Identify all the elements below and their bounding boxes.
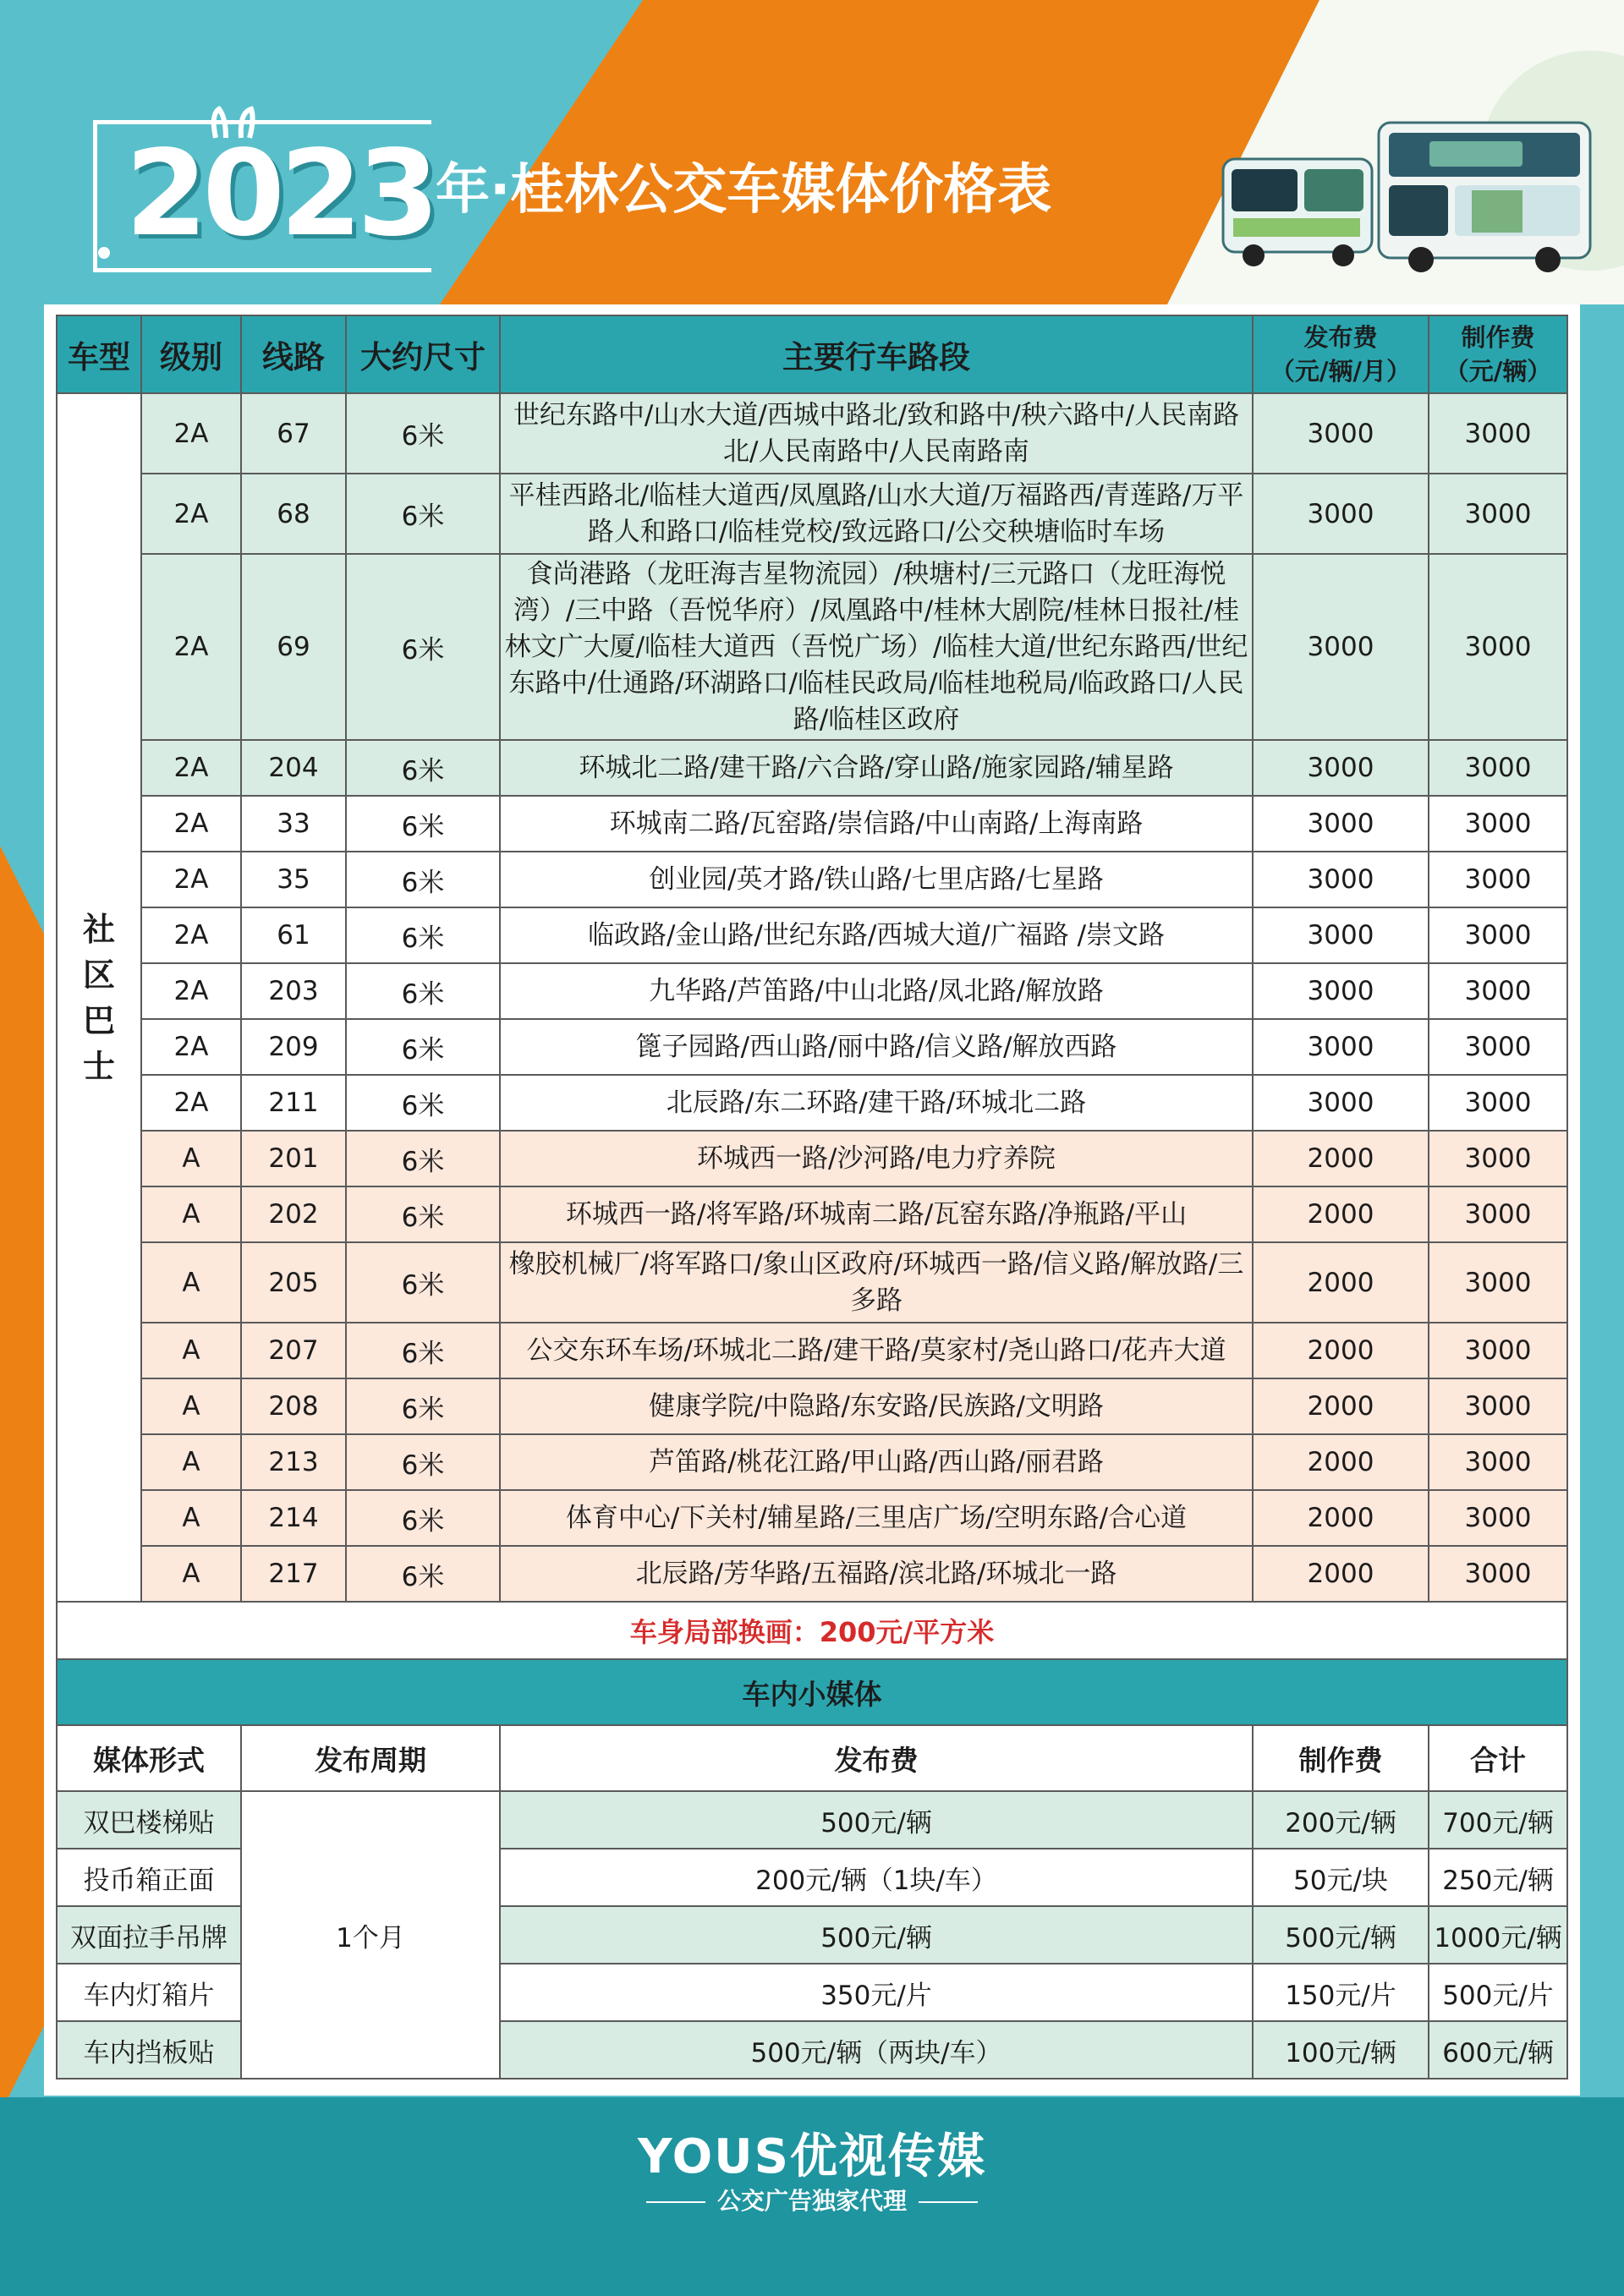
- cell-production-fee: 3000: [1429, 1323, 1567, 1378]
- media-production-fee: 50元/块: [1253, 1849, 1429, 1906]
- cell-size: 6米: [346, 1242, 500, 1323]
- header-publish-fee-unit: （元/辆/月）: [1270, 357, 1412, 386]
- media-form: 投币箱正面: [57, 1849, 241, 1906]
- media-publish-fee: 500元/辆（两块/车）: [500, 2021, 1253, 2079]
- table-row: [57, 1434, 1567, 1490]
- tagline-divider-left: [646, 2201, 705, 2203]
- media-publish-fee: 500元/辆: [500, 1906, 1253, 1964]
- cell-level: A: [141, 1131, 241, 1186]
- cell-line: 201: [241, 1131, 346, 1186]
- vehicle-type-cell: [57, 393, 141, 1602]
- cell-level: A: [141, 1378, 241, 1434]
- table-row: [57, 1490, 1567, 1546]
- table-row: [57, 1019, 1567, 1075]
- cell-line: 209: [241, 1019, 346, 1075]
- cell-line: 205: [241, 1242, 346, 1323]
- media-form: 车内灯箱片: [57, 1964, 241, 2021]
- media-production-fee: 500元/辆: [1253, 1906, 1429, 1964]
- header-route: 主要行车路段: [500, 315, 1253, 393]
- media-publish-fee: 350元/片: [500, 1964, 1253, 2021]
- media-form: 双巴楼梯贴: [57, 1791, 241, 1849]
- cell-level: 2A: [141, 907, 241, 963]
- cell-level: A: [141, 1434, 241, 1490]
- cell-publish-fee: 3000: [1253, 852, 1429, 907]
- media-total: 1000元/辆: [1429, 1906, 1567, 1964]
- cell-production-fee: 3000: [1429, 1075, 1567, 1131]
- cell-level: A: [141, 1490, 241, 1546]
- cell-production-fee: 3000: [1429, 393, 1567, 474]
- table-row: [57, 474, 1567, 554]
- cell-route: 芦笛路/桃花江路/甲山路/西山路/丽君路: [500, 1434, 1253, 1490]
- tagline-text: 公交广告独家代理: [716, 2187, 907, 2215]
- cell-production-fee: 3000: [1429, 852, 1567, 907]
- table-row: [57, 1378, 1567, 1434]
- table-row: [57, 1546, 1567, 1602]
- cell-publish-fee: 3000: [1253, 963, 1429, 1019]
- vehicle-type-char: 社: [82, 910, 115, 948]
- cell-production-fee: 3000: [1429, 474, 1567, 554]
- header-production-fee-label: 制作费: [1461, 323, 1535, 352]
- cell-publish-fee: 2000: [1253, 1434, 1429, 1490]
- cell-line: 203: [241, 963, 346, 1019]
- repaint-note: 车身局部换画：200元/平方米: [57, 1602, 1567, 1659]
- cell-size: 6米: [346, 1075, 500, 1131]
- header-size: 大约尺寸: [346, 315, 500, 393]
- cell-route: 体育中心/下关村/辅星路/三里店广场/空明东路/合心道: [500, 1490, 1253, 1546]
- cell-line: 35: [241, 852, 346, 907]
- cell-route: 平桂西路北/临桂大道西/凤凰路/山水大道/万福路西/青莲路/万平路人和路口/临桂党校/致远路口/公交秧塘临时车场: [500, 474, 1253, 554]
- cell-route: 健康学院/中隐路/东安路/民族路/文明路: [500, 1378, 1253, 1434]
- cell-line: 217: [241, 1546, 346, 1602]
- cell-size: 6米: [346, 963, 500, 1019]
- brand-logo-text: YOUS优视传媒: [638, 2129, 986, 2184]
- cell-route: 创业园/英才路/铁山路/七里店路/七星路: [500, 852, 1253, 907]
- table-row: [57, 393, 1567, 474]
- header-media-total: 合计: [1429, 1725, 1567, 1791]
- cell-route: 世纪东路中/山水大道/西城中路北/致和路中/秧六路中/人民南路北/人民南路中/人民南路南: [500, 393, 1253, 474]
- cell-size: 6米: [346, 1434, 500, 1490]
- cell-size: 6米: [346, 852, 500, 907]
- cell-production-fee: 3000: [1429, 1242, 1567, 1323]
- cell-level: 2A: [141, 393, 241, 474]
- price-table-header: [57, 315, 1567, 393]
- table-row: [57, 1242, 1567, 1323]
- vehicle-type-char: 士: [82, 1047, 115, 1085]
- cell-line: 69: [241, 554, 346, 740]
- cell-production-fee: 3000: [1429, 1378, 1567, 1434]
- header-line: 线路: [241, 315, 346, 393]
- cell-route: 北辰路/芳华路/五福路/滨北路/环城北一路: [500, 1546, 1253, 1602]
- cell-line: 61: [241, 907, 346, 963]
- bus-double-decker-icon: [1370, 114, 1599, 275]
- cell-size: 6米: [346, 1131, 500, 1186]
- cell-size: 6米: [346, 1546, 500, 1602]
- header-publish-fee-label: 发布费: [1303, 323, 1378, 352]
- cell-route: 环城西一路/沙河路/电力疗养院: [500, 1131, 1253, 1186]
- cell-production-fee: 3000: [1429, 554, 1567, 740]
- cell-publish-fee: 3000: [1253, 907, 1429, 963]
- repaint-note-row: [57, 1602, 1567, 1659]
- cell-route: 环城西一路/将军路/环城南二路/瓦窑东路/净瓶路/平山: [500, 1186, 1253, 1242]
- cell-route: 环城北二路/建干路/六合路/穿山路/施家园路/辅星路: [500, 740, 1253, 796]
- cell-level: A: [141, 1546, 241, 1602]
- cell-publish-fee: 3000: [1253, 474, 1429, 554]
- small-media-header: [57, 1725, 1567, 1791]
- cell-line: 214: [241, 1490, 346, 1546]
- cell-line: 207: [241, 1323, 346, 1378]
- price-table: [56, 315, 1568, 2080]
- cell-production-fee: 3000: [1429, 1186, 1567, 1242]
- media-production-fee: 150元/片: [1253, 1964, 1429, 2021]
- media-production-fee: 200元/辆: [1253, 1791, 1429, 1849]
- table-row: [57, 963, 1567, 1019]
- cell-level: A: [141, 1323, 241, 1378]
- cell-production-fee: 3000: [1429, 963, 1567, 1019]
- media-total: 500元/片: [1429, 1964, 1567, 2021]
- cell-production-fee: 3000: [1429, 1546, 1567, 1602]
- vehicle-type-char: 区: [82, 956, 115, 994]
- bus-single-icon: [1216, 144, 1377, 271]
- cell-route: 篦子园路/西山路/丽中路/信义路/解放西路: [500, 1019, 1253, 1075]
- media-publish-fee: 200元/辆（1块/车）: [500, 1849, 1253, 1906]
- tagline-divider-right: [919, 2201, 978, 2203]
- cell-publish-fee: 3000: [1253, 393, 1429, 474]
- cell-size: 6米: [346, 1323, 500, 1378]
- cell-line: 213: [241, 1434, 346, 1490]
- table-row: [57, 852, 1567, 907]
- background-orange-left-strip: [0, 846, 51, 2114]
- media-row: [57, 1791, 1567, 1849]
- table-row: [57, 907, 1567, 963]
- cell-publish-fee: 2000: [1253, 1546, 1429, 1602]
- cell-route: 北辰路/东二环路/建干路/环城北二路: [500, 1075, 1253, 1131]
- cell-publish-fee: 3000: [1253, 796, 1429, 852]
- cell-size: 6米: [346, 554, 500, 740]
- media-form: 双面拉手吊牌: [57, 1906, 241, 1964]
- brand-tagline: [0, 2187, 1624, 2216]
- cell-production-fee: 3000: [1429, 1490, 1567, 1546]
- table-row: [57, 796, 1567, 852]
- cell-line: 33: [241, 796, 346, 852]
- cell-publish-fee: 2000: [1253, 1378, 1429, 1434]
- table-row: [57, 740, 1567, 796]
- cell-level: 2A: [141, 474, 241, 554]
- cell-level: 2A: [141, 1019, 241, 1075]
- cell-publish-fee: 2000: [1253, 1131, 1429, 1186]
- page-title: 年·桂林公交车媒体价格表: [436, 159, 1052, 222]
- cell-line: 208: [241, 1378, 346, 1434]
- cell-publish-fee: 3000: [1253, 1019, 1429, 1075]
- header-production-fee-unit: （元/辆）: [1444, 357, 1552, 386]
- cell-publish-fee: 2000: [1253, 1186, 1429, 1242]
- cell-size: 6米: [346, 393, 500, 474]
- cell-production-fee: 3000: [1429, 1131, 1567, 1186]
- cell-line: 211: [241, 1075, 346, 1131]
- cell-publish-fee: 2000: [1253, 1242, 1429, 1323]
- cell-publish-fee: 3000: [1253, 740, 1429, 796]
- cell-route: 环城南二路/瓦窑路/崇信路/中山南路/上海南路: [500, 796, 1253, 852]
- cell-publish-fee: 2000: [1253, 1323, 1429, 1378]
- small-media-section-row: [57, 1659, 1567, 1725]
- header-media-production-fee: 制作费: [1253, 1725, 1429, 1791]
- cell-publish-fee: 3000: [1253, 554, 1429, 740]
- cell-production-fee: 3000: [1429, 796, 1567, 852]
- cell-size: 6米: [346, 1490, 500, 1546]
- cell-size: 6米: [346, 474, 500, 554]
- header-production-fee: [1429, 315, 1567, 393]
- table-row: [57, 554, 1567, 740]
- cell-publish-fee: 3000: [1253, 1075, 1429, 1131]
- cell-level: 2A: [141, 852, 241, 907]
- title-dot: [98, 247, 110, 259]
- cell-route: 临政路/金山路/世纪东路/西城大道/广福路 /崇文路: [500, 907, 1253, 963]
- cell-production-fee: 3000: [1429, 1019, 1567, 1075]
- cell-size: 6米: [346, 796, 500, 852]
- cell-level: 2A: [141, 796, 241, 852]
- media-publish-fee: 500元/辆: [500, 1791, 1253, 1849]
- header-period: 发布周期: [241, 1725, 500, 1791]
- cell-level: 2A: [141, 554, 241, 740]
- media-form: 车内挡板贴: [57, 2021, 241, 2079]
- header-media-form: 媒体形式: [57, 1725, 241, 1791]
- media-period: 1个月: [241, 1791, 500, 2079]
- header-level: 级别: [141, 315, 241, 393]
- cell-production-fee: 3000: [1429, 740, 1567, 796]
- cell-level: 2A: [141, 740, 241, 796]
- media-total: 700元/辆: [1429, 1791, 1567, 1849]
- cell-level: A: [141, 1242, 241, 1323]
- media-total: 600元/辆: [1429, 2021, 1567, 2079]
- cell-line: 68: [241, 474, 346, 554]
- cell-route: 食尚港路（龙旺海吉星物流园）/秧塘村/三元路口（龙旺海悦湾）/三中路（吾悦华府）/凤凰路中/桂林大剧院/桂林日报社/桂林文广大厦/临桂大道西（吾悦广场）/临桂大道/世纪东路西/世纪东路中/仕通路/环湖路口/临桂民政局/临桂地税局/临政路口/人民路/临桂区政府: [500, 554, 1253, 740]
- cell-line: 202: [241, 1186, 346, 1242]
- cell-size: 6米: [346, 907, 500, 963]
- table-row: [57, 1075, 1567, 1131]
- cell-production-fee: 3000: [1429, 907, 1567, 963]
- cell-size: 6米: [346, 1378, 500, 1434]
- cell-size: 6米: [346, 740, 500, 796]
- cell-level: A: [141, 1186, 241, 1242]
- cell-level: 2A: [141, 1075, 241, 1131]
- header-media-publish-fee: 发布费: [500, 1725, 1253, 1791]
- media-production-fee: 100元/辆: [1253, 2021, 1429, 2079]
- cell-route: 橡胶机械厂/将军路口/象山区政府/环城西一路/信义路/解放路/三多路: [500, 1242, 1253, 1323]
- vehicle-type-char: 巴: [82, 1001, 115, 1039]
- header-publish-fee: [1253, 315, 1429, 393]
- cell-size: 6米: [346, 1019, 500, 1075]
- table-row: [57, 1131, 1567, 1186]
- cell-size: 6米: [346, 1186, 500, 1242]
- table-row: [57, 1323, 1567, 1378]
- media-total: 250元/辆: [1429, 1849, 1567, 1906]
- cell-route: 九华路/芦笛路/中山北路/凤北路/解放路: [500, 963, 1253, 1019]
- cell-publish-fee: 2000: [1253, 1490, 1429, 1546]
- cell-production-fee: 3000: [1429, 1434, 1567, 1490]
- cell-level: 2A: [141, 963, 241, 1019]
- header-vehicle-type: 车型: [57, 315, 141, 393]
- cell-route: 公交东环车场/环城北二路/建干路/莫家村/尧山路口/花卉大道: [500, 1323, 1253, 1378]
- small-media-section-title: 车内小媒体: [57, 1659, 1567, 1725]
- table-row: [57, 1186, 1567, 1242]
- cell-line: 67: [241, 393, 346, 474]
- title-year: 2023: [125, 125, 435, 263]
- cell-line: 204: [241, 740, 346, 796]
